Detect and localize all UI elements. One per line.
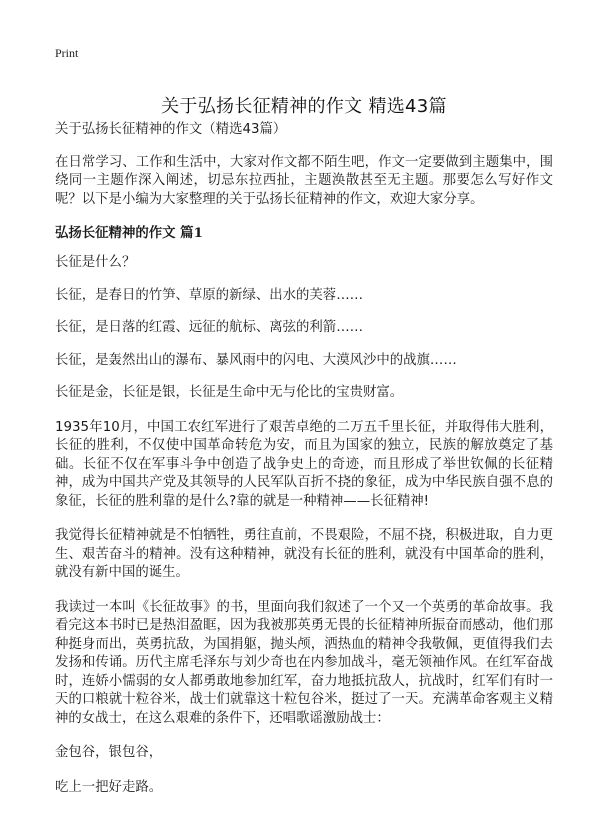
paragraph: 1935年10月，中国工农红军进行了艰苦卓绝的二万五千里长征，并取得伟大胜利，长征的胜利，不仅使中国革命转危为安，而且为国家的独立，民族的解放奠定了基础。长征不仅在军事斗争中创造了战争史上的奇迹，而且形成了举世钦佩的长征精神，成为中国共产党及其领导的人民军队百折不挠的象征，成为中华民族自强不息的象征，长征的胜利靠的是什么?靠的就是一种精神——长征精神! [55, 419, 553, 509]
section-heading: 弘扬长征精神的作文 篇1 [55, 225, 203, 241]
print-link[interactable]: Print [55, 46, 79, 60]
paragraph: 金包谷，银包谷， [55, 745, 163, 760]
paragraph: 吃上一把好走路。 [55, 779, 163, 795]
article-body [55, 121, 553, 797]
paragraph: 长征，是轰然出山的瀑布、暴风雨中的闪电、大漠风沙中的战旗…… [55, 352, 457, 368]
paragraph: 我觉得长征精神就是不怕牺牲，勇往直前，不畏艰险，不屈不挠，积极进取，自力更生、艰苦奋斗的精神。没有这种精神，就没有长征的胜利，就没有中国革命的胜利，就没有新中国的诞生。 [55, 528, 553, 580]
paragraph: 我读过一本叫《长征故事》的书，里面向我们叙述了一个又一个英勇的革命故事。我看完这本书时已是热泪盈眶，因为我被那英勇无畏的长征精神所振奋而感动，他们那种挺身而出，英勇抗敌，为国捐躯，抛头颅，洒热血的精神令我敬佩，更值得我们去发扬和传诵。历代主席毛泽东与刘少奇也在内参加战斗，毫无领袖作风。在红军奋战时，连娇小懦弱的女人都勇敢地参加红军，奋力地抵抗敌人，抗战时，红军们有时一天的口粮就十粒谷米，战士们就靠这十粒包谷米，挺过了一天。充满革命客观主义精神的女战士，在这么艰难的条件下，还唱歌谣激励战士： [55, 599, 553, 726]
paragraph: 长征，是日落的红霞、远征的航标、离弦的利箭…… [55, 320, 363, 335]
page-title: 关于弘扬长征精神的作文 精选43篇 [161, 96, 447, 118]
article-subtitle: 关于弘扬长征精神的作文（精选43篇） [55, 122, 287, 137]
paragraph: 长征，是春日的竹笋、草原的新绿、出水的芙蓉…… [55, 287, 363, 303]
paragraph: 长征是什么？ [55, 255, 136, 270]
paragraph: 长征是金，长征是银，长征是生命中无与伦比的宝贵财富。 [55, 385, 404, 400]
intro-paragraph: 在日常学习、工作和生活中，大家对作文都不陌生吧，作文一定要做到主题集中，围绕同一主题作深入阐述，切忌东拉西扯，主题涣散甚至无主题。那要怎么写好作文呢？以下是小编为大家整理的关于弘扬长征精神的作文，欢迎大家分享。 [55, 154, 553, 207]
